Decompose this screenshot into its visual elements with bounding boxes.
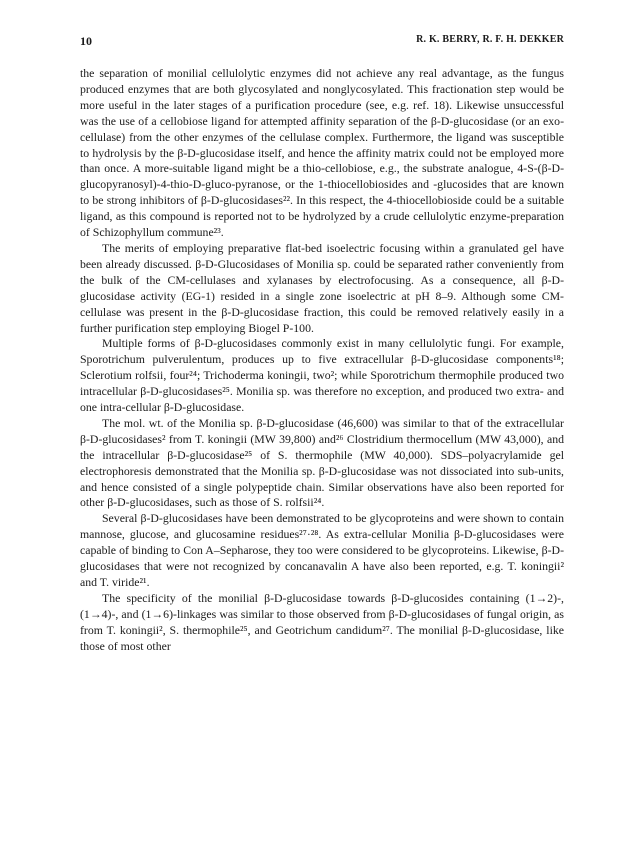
body-text xyxy=(80,66,564,655)
running-head: R. K. BERRY, R. F. H. DEKKER xyxy=(416,34,564,45)
paragraph: The specificity of the monilial β-D-glucosidase towards β-D-glucosides containing (1→2)-, (1→4)-, and (1→6)-linkages was similar to those observed from β-D-glucosidases of fungal origin, as from T. koningii², S. thermophile²⁵, and Geotrichum candidum²⁷. The monilial β-D-glucosidase, like those of most other xyxy=(80,590,564,653)
paragraph: the separation of monilial cellulolytic enzymes did not achieve any real advantage, as the fungus produced enzymes that are both glycosylated and nonglycosylated. This fractionation step would be more useful in the later stages of a purification procedure (see, e.g. ref. 18). Likewise unsuccessful was the use of a cellobiose ligand for attempted affinity separation of the β-D-glucosidase (or an exo-cellulase) from the other enzymes of the cellulase complex. Furthermore, the ligand was susceptible to hydrolysis by the β-D-glucosidase itself, and hence the affinity matrix could not be employed more than once. A more-suitable ligand might be a thio-cellobiose, e.g., the substrate analogue, 4-S-(β-D-glucopyranosyl)-4-thio-D-gluco-pyranose, or the 1-thiocellobiosides and -glucosides that are known to be strong inhibitors of β-D-glucosidases²². In this respect, the 4-thiocellobioside could be a suitable ligand, as this compound is reported not to be hydrolyzed by a crude cellulolytic enzyme-preparation of Schizophyllum commune²³. xyxy=(80,66,564,240)
paragraph: The merits of employing preparative flat-bed isoelectric focusing within a granulated gel have been already discussed. β-D-Glucosidases of Monilia sp. could be separated rather conveniently from the bulk of the CM-cellulases and xylanases by electrofocusing. As a consequence, all β-D-glucosidase activity (EG-1) resided in a single zone isoelectric at pH 8–9. Although some CM-cellulase was present in the β-D-glucosidase fraction, this could be removed relatively easily in a further purification step employing Biogel P-100. xyxy=(80,240,564,335)
paragraph: Several β-D-glucosidases have been demonstrated to be glycoproteins and were shown to contain mannose, glucose, and glucosamine residues²⁷·²⁸. As extra-cellular Monilia β-D-glucosidases were capable of binding to Con A–Sepharose, they too were considered to be glycoproteins. Likewise, β-D-glucosidases that were not recognized by concanavalin A have also been reported, e.g. T. koningii² and T. viride²¹. xyxy=(80,511,564,589)
page-header xyxy=(80,34,564,50)
paragraph: Multiple forms of β-D-glucosidases commonly exist in many cellulolytic fungi. For example, Sporotrichum pulverulentum, produces up to five extracellular β-D-glucosidase components¹⁸; Sclerotium rolfsii, four²⁴; Trichoderma koningii, two²; while Sporotrichum thermophile produced two intracellular β-D-glucosidases²⁵. Monilia sp. was therefore no exception, and produced two extra- and one intra-cellular β-D-glucosidase. xyxy=(80,336,564,415)
page-number: 10 xyxy=(80,34,92,48)
paragraph: The mol. wt. of the Monilia sp. β-D-glucosidase (46,600) was similar to that of the extracellular β-D-glucosidases² from T. koningii (MW 39,800) and²⁶ Clostridium thermocellum (MW 43,000), and the intracellular β-D-glucosidase²⁵ of S. thermophile (MW 40,000). SDS–polyacrylamide gel electrophoresis demonstrated that the Monilia sp. β-D-glucosidase was not dissociated into sub-units, and hence consisted of a single polypeptide chain. Similar observations have also been reported for other β-D-glucosidases, such as those of S. rolfsii²⁴. xyxy=(80,415,564,510)
